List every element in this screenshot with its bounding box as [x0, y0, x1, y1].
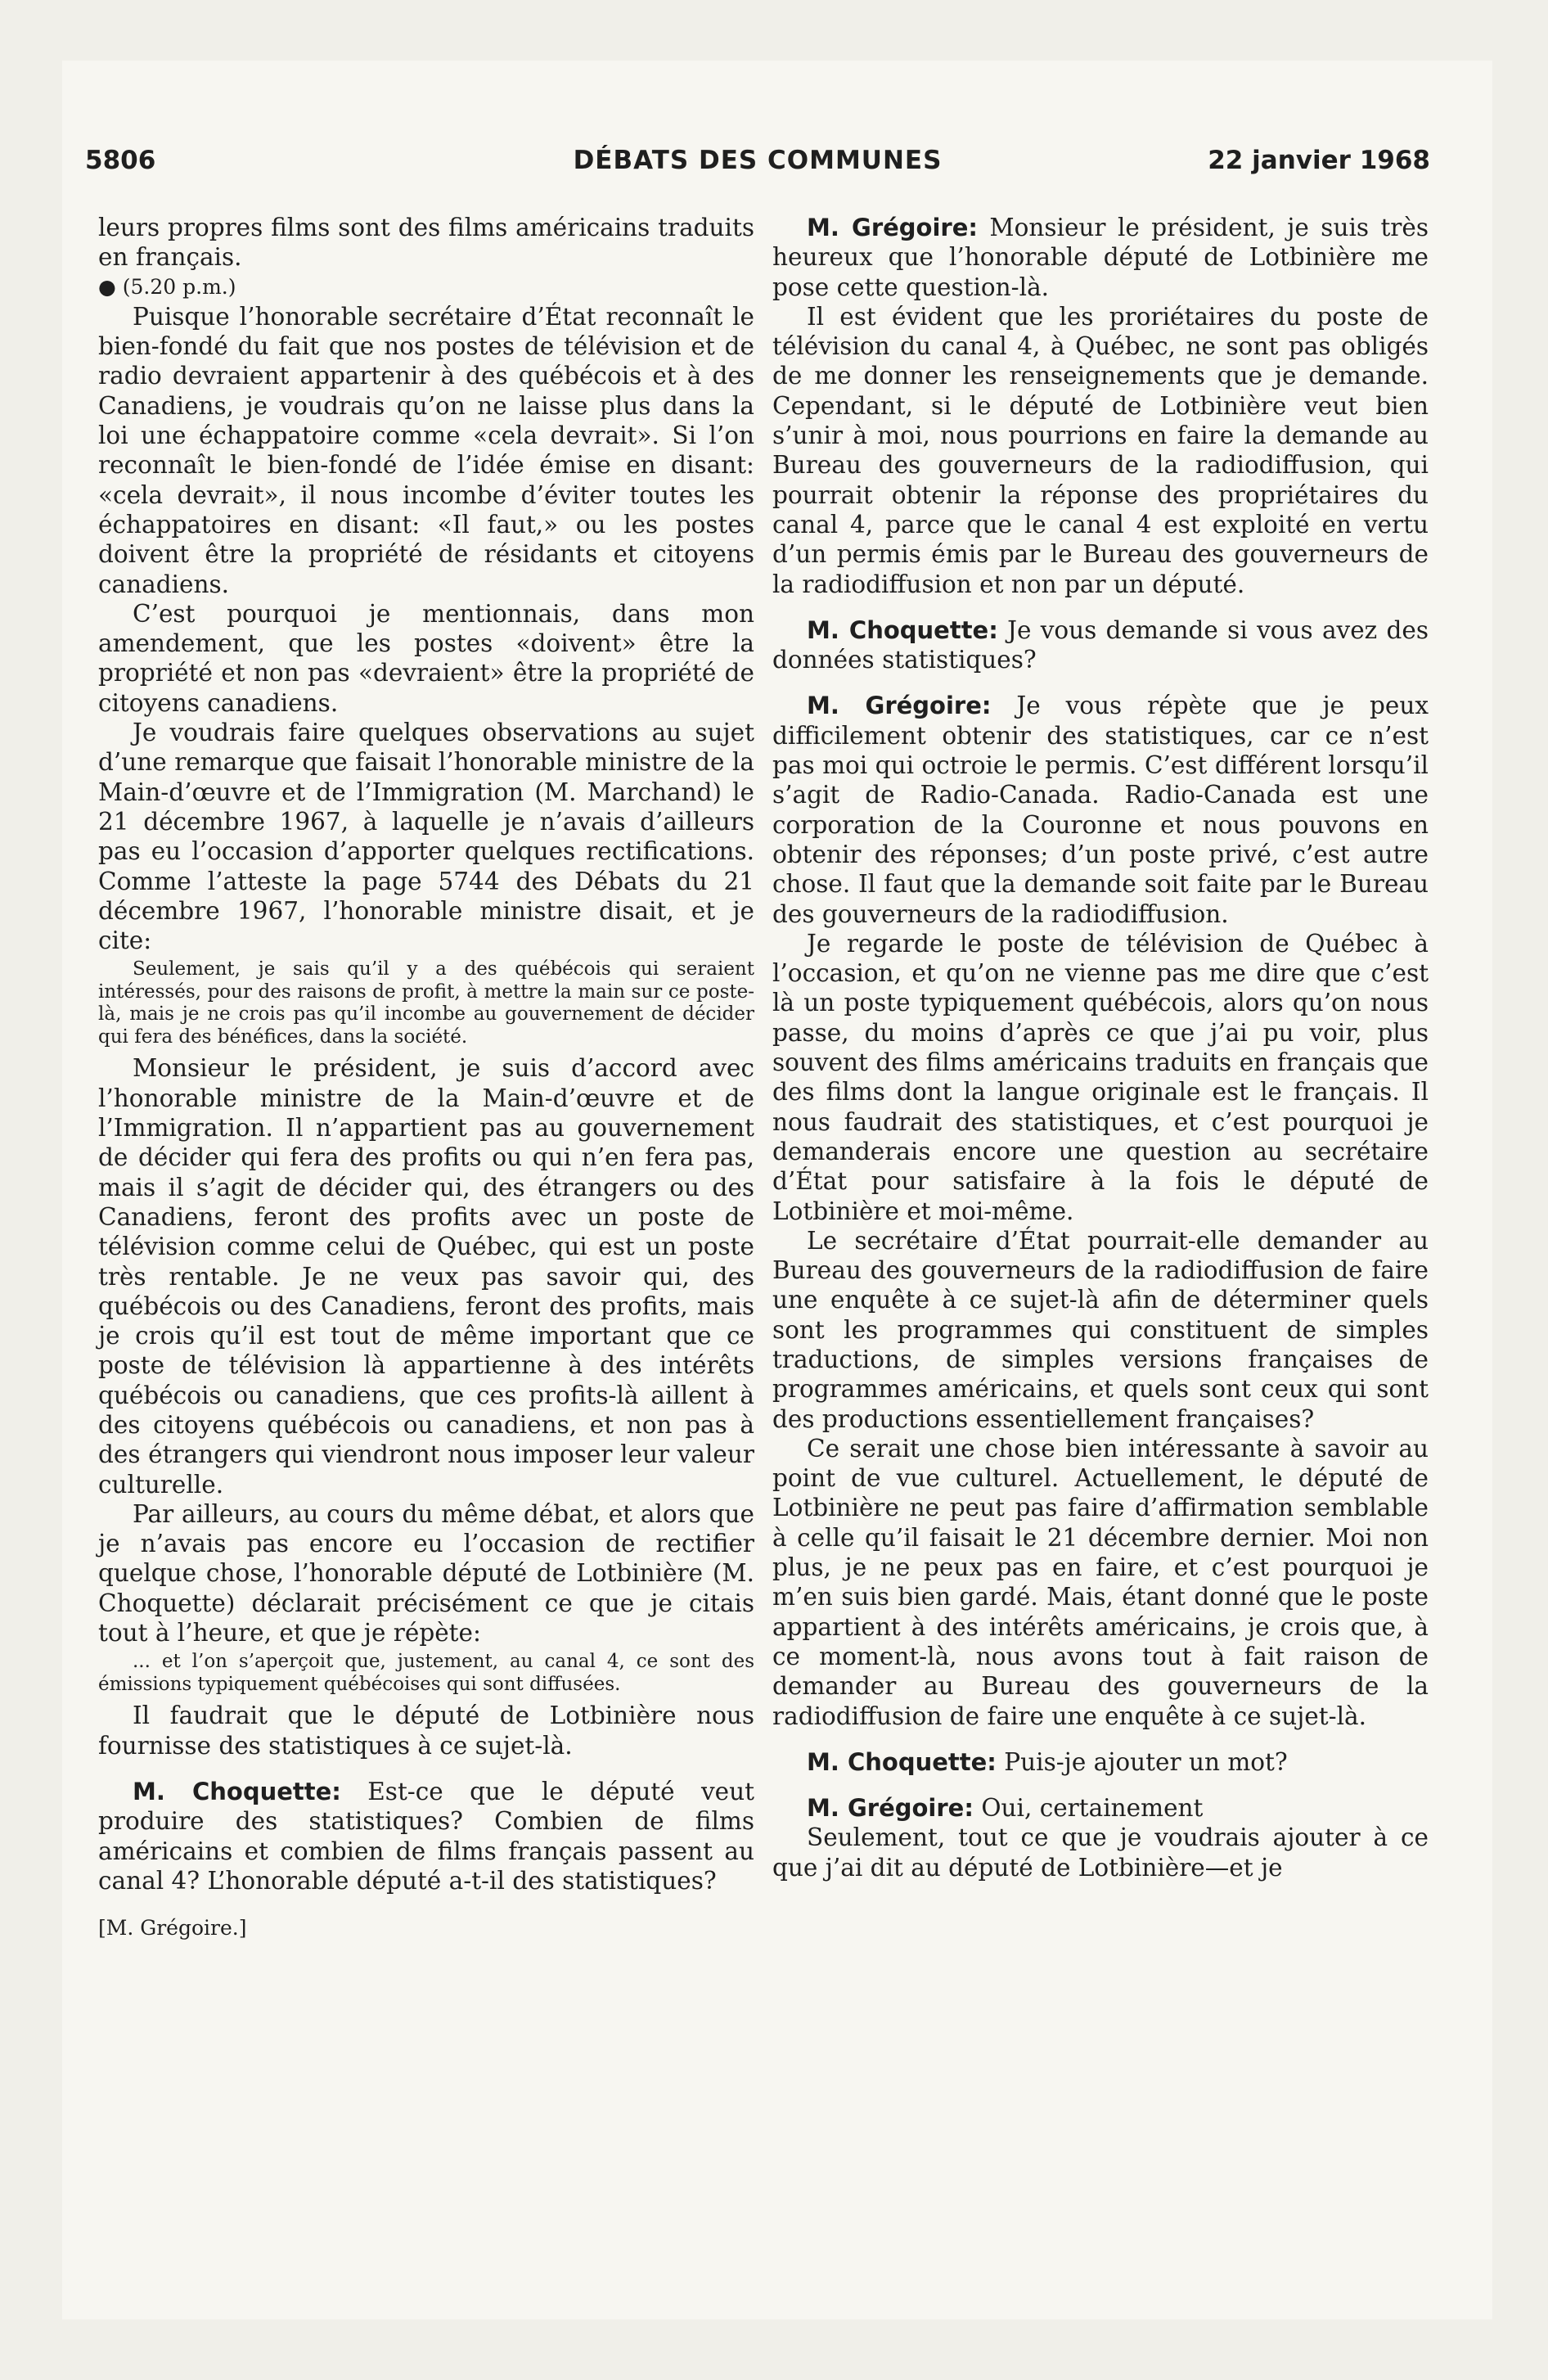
paragraph: Je regarde le poste de télévision de Québec à l’occasion, et qu’on ne vienne pas me dire que c’est là un poste typiquement québécois, alors qu’on nous passe, du moins d’après ce que j’ai pu voir, plus souvent des films américains traduits en français que des films dont la langue originale est le français. Il nous faudrait des statistiques, et c’est pourquoi je demanderais encore une question au secrétaire d’État pour satisfaire à la fois le député de Lotbinière et moi-même. — [772, 929, 1429, 1225]
speaker-intervention — [772, 615, 1429, 675]
block-quote: ... et l’on s’aperçoit que, justement, au canal 4, ce sont des émissions typiquement québécoises qui sont diffusées. — [98, 1651, 754, 1695]
speaker-text: Puis-je ajouter un mot? — [1004, 1747, 1288, 1776]
paragraph: Seulement, tout ce que je voudrais ajouter à ce que j’ai dit au député de Lotbinière—et je — [772, 1823, 1429, 1882]
speaker-text: Monsieur le président, je suis très heureux que l’honorable député de Lotbinière me pose cette question-là. — [772, 214, 1429, 301]
running-title: DÉBATS DES COMMUNES — [573, 146, 943, 175]
paragraph: C’est pourquoi je mentionnais, dans mon amendement, que les postes «doivent» être la propriété et non pas «devraient» être la propriété de citoyens canadiens. — [98, 599, 754, 717]
speaker-name: M. Choquette: — [807, 615, 998, 644]
paragraph: Ce serait une chose bien intéressante à savoir au point de vue culturel. Actuellement, le député de Lotbinière ne peut pas faire d’affirmation semblable à celle qu’il faisait le 21 décembre dernier. Moi non plus, je ne peux pas en faire, et c’est pourquoi je m’en suis bien gardé. Mais, étant donné que le poste appartient à des intérêts américains, je crois que, à ce moment-là, nous avons tout à fait raison de demander au Bureau des gouverneurs de la radiodiffusion de faire une enquête à ce sujet-là. — [772, 1434, 1429, 1730]
speaker-name: M. Grégoire: — [807, 1794, 974, 1823]
speaker-name: M. Grégoire: — [807, 214, 978, 241]
paragraph: Le secrétaire d’État pourrait-elle demander au Bureau des gouverneurs de la radiodiffusion de faire une enquête à ce sujet-là afin de déterminer quels sont les programmes qui constituent de simples traductions, de simples versions françaises de programmes américains, et quels sont ceux qui sont des productions essentiellement françaises? — [772, 1226, 1429, 1433]
page-date: 22 janvier 1968 — [1208, 146, 1430, 175]
left-column — [98, 213, 754, 2226]
speaker-name: M. Grégoire: — [807, 692, 992, 720]
time-stamp: ● (5.20 p.m.) — [98, 274, 236, 299]
paragraph: leurs propres films sont des films américains traduits en français. — [98, 214, 754, 272]
speaker-signoff: [M. Grégoire.] — [98, 1916, 247, 1941]
page-number: 5806 — [85, 146, 156, 175]
speaker-text: Je vous répète que je peux difficilement obtenir des statistiques, car ce n’est pas moi qui octroie le permis. C’est différent lorsqu’il s’agit de Radio-Canada. Radio-Canada est une corporation de la Couronne et nous pouvons en obtenir des réponses; d’un poste privé, c’est autre chose. Il faut que la demande soit faite par le Bureau des gouverneurs de la radiodiffusion. — [772, 692, 1429, 928]
right-column — [772, 213, 1429, 2226]
speaker-text: Je vous demande si vous avez des données statistiques? — [772, 615, 1429, 674]
paragraph: Il faudrait que le député de Lotbinière nous fournisse des statistiques à ce sujet-là. — [98, 1702, 754, 1760]
speaker-intervention — [98, 1777, 754, 1895]
speaker-name: M. Choquette: — [807, 1747, 997, 1776]
speaker-intervention — [772, 691, 1429, 928]
speaker-intervention — [772, 1793, 1429, 1823]
speaker-text: Est-ce que le député veut produire des statistiques? Combien de films américains et combien de films français passent au canal 4? L’honorable député a-t-il des statistiques? — [98, 1777, 754, 1895]
paragraph: Monsieur le président, je suis d’accord avec l’honorable ministre de la Main-d’œuvre et de l’Immigration. Il n’appartient pas au gouvernement de décider qui fera des profits ou qui n’en fera pas, mais il s’agit de décider qui, des étrangers ou des Canadiens, feront des profits avec un poste de télévision comme celui de Québec, qui est un poste très rentable. Je ne veux pas savoir qui, des québécois ou des Canadiens, feront des profits, mais je crois qu’il est tout de même important que ce poste de télévision là appartienne à des intérêts québécois ou canadiens, que ces profits-là aillent à des citoyens québécois ou canadiens, et non pas à des étrangers qui viendront nous imposer leur valeur culturelle. — [98, 1054, 754, 1499]
block-quote: Seulement, je sais qu’il y a des québécois qui seraient intéressés, pour des raisons de profit, à mettre la main sur ce poste-là, mais je ne crois pas qu’il incombe au gouvernement de décider qui fera des bénéfices, dans la société. — [98, 958, 754, 1048]
speaker-intervention — [772, 213, 1429, 302]
paragraph: Il est évident que les proriétaires du poste de télévision du canal 4, à Québec, ne sont pas obligés de me donner les renseignements que je demande. Cependant, si le député de Lotbinière veut bien s’unir à moi, nous pourrions en faire la demande au Bureau des gouverneurs de la radiodiffusion, qui pourrait obtenir la réponse des propriétaires du canal 4, parce que le canal 4 est exploité en vertu d’un permis émis par le Bureau des gouverneurs de la radiodiffusion et non par un député. — [772, 302, 1429, 598]
page-header — [85, 146, 1430, 183]
speaker-name: M. Choquette: — [133, 1777, 341, 1805]
speaker-text: Oui, certainement — [981, 1794, 1204, 1823]
paragraph: Puisque l’honorable secrétaire d’État reconnaît le bien-fondé du fait que nos postes de télévision et de radio devraient appartenir à des québécois et à des Canadiens, je voudrais qu’on ne laisse plus dans la loi une échappatoire comme «cela devrait». Si l’on reconnaît le bien-fondé de l’idée émise en disant: «cela devrait», il nous incombe d’éviter toutes les échappatoires en disant: «Il faut,» ou les postes doivent être la propriété de résidants et citoyens canadiens. — [98, 302, 754, 598]
paragraph: Je voudrais faire quelques observations au sujet d’une remarque que faisait l’honorable ministre de la Main-d’œuvre et de l’Immigration (M. Marchand) le 21 décembre 1967, à laquelle je n’avais d’ailleurs pas eu l’occasion d’apporter quelques rectifications. Comme l’atteste la page 5744 des Débats du 21 décembre 1967, l’honorable ministre disait, et je cite: — [98, 719, 754, 955]
paragraph: Par ailleurs, au cours du même débat, et alors que je n’avais pas encore eu l’occasion de rectifier quelque chose, l’honorable député de Lotbinière (M. Choquette) déclarait précisément ce que je citais tout à l’heure, et que je répète: — [98, 1499, 754, 1648]
speaker-intervention — [772, 1747, 1429, 1777]
